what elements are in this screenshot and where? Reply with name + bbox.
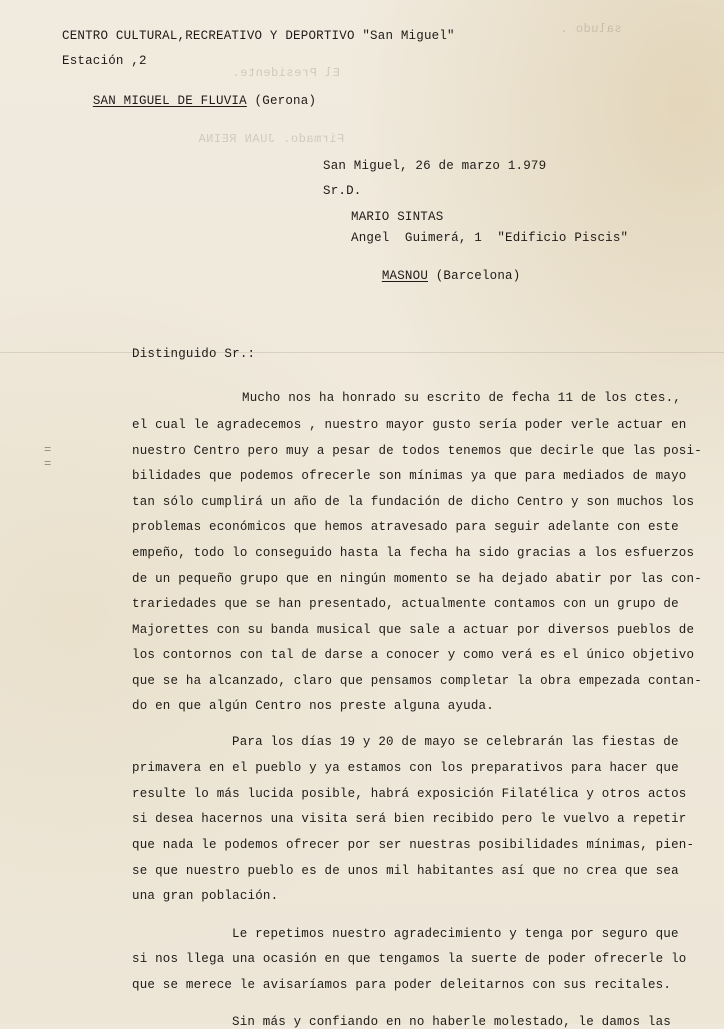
body-line: los contornos con tal de darse a conocer y como verá es el único objetivo: [132, 648, 695, 662]
margin-mark: =: [44, 457, 52, 471]
body-line: bilidades que podemos ofrecerle son mínimas ya que para mediados de mayo: [132, 469, 687, 483]
body-line: empeño, todo lo conseguido hasta la fecha ha sido gracias a los esfuerzos: [132, 546, 695, 560]
recipient-town: MASNOU: [381, 268, 429, 283]
recipient-province: (Barcelona): [435, 268, 521, 283]
body-line: si nos llega una ocasión en que tengamos la suerte de poder ofrecerle lo: [132, 952, 687, 966]
body-line: Mucho nos ha honrado su escrito de fecha 11 de los ctes.,: [242, 391, 681, 405]
margin-mark: =: [44, 443, 52, 457]
recipient-street: Angel Guimerá, 1 "Edificio Piscis": [351, 231, 629, 245]
recipient-name: MARIO SINTAS: [351, 210, 444, 224]
body-line: se que nuestro pueblo es de unos mil habitantes así que no crea que sea: [132, 864, 679, 878]
body-line: tan sólo cumplirá un año de la fundación de dicho Centro y son muchos los: [132, 495, 695, 509]
body-line: el cual le agradecemos , nuestro mayor gusto sería poder verle actuar en: [132, 418, 687, 432]
body-line: nuestro Centro pero muy a pesar de todos tenemos que decirle que las posi-: [132, 444, 702, 458]
letterhead-province: (Gerona): [254, 93, 317, 108]
greeting: Distinguido Sr.:: [132, 347, 256, 361]
body-line: trariedades que se han presentado, actualmente contamos con un grupo de: [132, 597, 679, 611]
letterhead-org-name: CENTRO CULTURAL,RECREATIVO Y DEPORTIVO "San Miguel": [62, 29, 455, 43]
body-line: que se merece le avisaríamos para poder deleitarnos con sus recitales.: [132, 978, 672, 992]
paper-fold-line: [0, 352, 724, 353]
dateline: San Miguel, 26 de marzo 1.979: [323, 159, 547, 173]
body-line: de un pequeño grupo que en ningún momento se ha dejado abatir por las con-: [132, 572, 702, 586]
show-through-presidente: El Presidente.: [232, 66, 340, 80]
body-line: que se ha alcanzado, claro que pensamos completar la obra empezada contan-: [132, 674, 702, 688]
letterhead-street: Estación ,2: [62, 54, 147, 68]
show-through-saludo: saludo .: [560, 22, 622, 36]
show-through-firmado: Firmado. JUAN REINA: [198, 132, 345, 146]
salutation-abbrev: Sr.D.: [323, 184, 362, 198]
body-line: Sin más y confiando en no haberle molestado, le damos las: [232, 1015, 671, 1029]
letterhead-town: SAN MIGUEL DE FLUVIA: [92, 93, 247, 108]
letterhead-town-line: [62, 82, 316, 120]
body-line: Para los días 19 y 20 de mayo se celebrarán las fiestas de: [232, 735, 679, 749]
body-line: Majorettes con su banda musical que sale a actuar por diversos pueblos de: [132, 623, 695, 637]
body-line: problemas económicos que hemos atravesado para seguir adelante con este: [132, 520, 679, 534]
recipient-town-line: [351, 257, 520, 295]
body-line: que nada le podemos ofrecer por ser nuestras posibilidades mínimas, pien-: [132, 838, 695, 852]
body-line: si desea hacernos una visita será bien recibido pero le vuelvo a repetir: [132, 812, 687, 826]
body-line: resulte lo más lucida posible, habrá exposición Filatélica y otros actos: [132, 787, 687, 801]
body-line: Le repetimos nuestro agradecimiento y tenga por seguro que: [232, 927, 679, 941]
body-line: primavera en el pueblo y ya estamos con los preparativos para hacer que: [132, 761, 679, 775]
body-line: una gran población.: [132, 889, 279, 903]
body-line: do en que algún Centro nos preste alguna ayuda.: [132, 699, 494, 713]
